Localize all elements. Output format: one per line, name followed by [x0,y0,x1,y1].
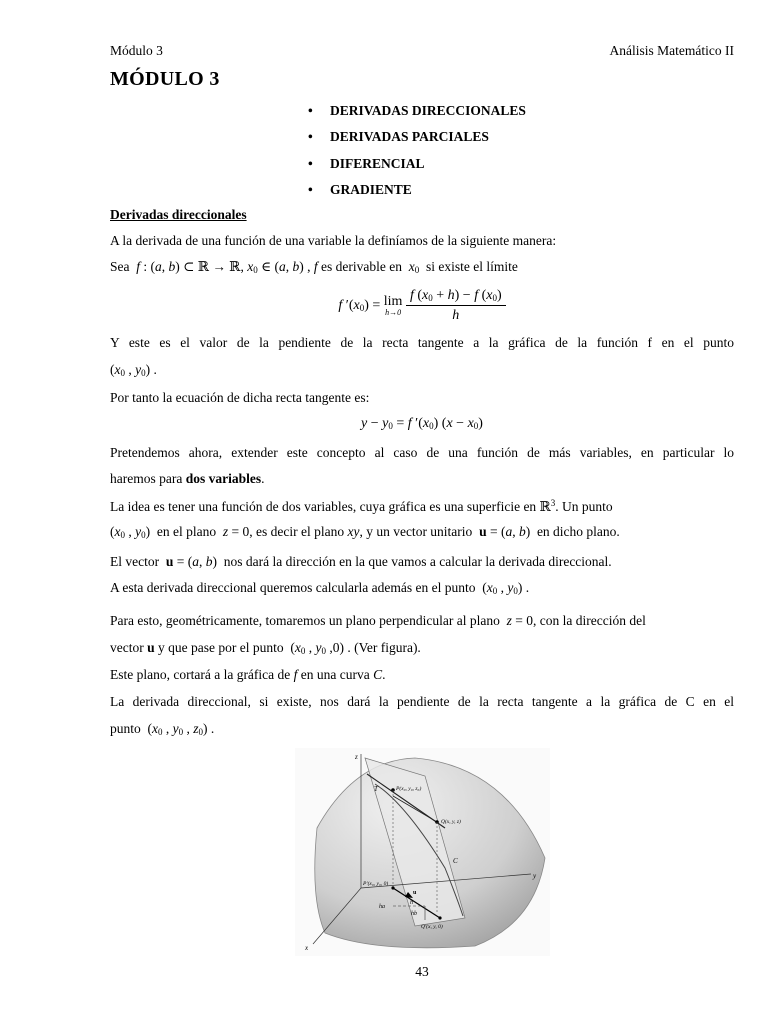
paragraph-vector: El vector u = (a, b) nos dará la dirección en la que vamos a calcular la derivada direccional. [110,554,612,569]
point-p-prime [391,886,394,889]
bullet-icon: • [308,182,313,197]
bullet-icon: • [308,103,313,118]
label-p-prime: P′(x₀, y₀, 0) [363,881,389,887]
document-page: Módulo 3 Análisis Matemático II MÓDULO 3 • DERIVADAS DIRECCIONALES • DERIVADAS PARCIALES • DIFERENCIAL • GRADIENTE Derivadas direccionales A la derivada de una función de una variable la definíamos de la siguiente manera: Sea f : (a, b) ⊂ ℝ → ℝ, $x_0$ ∈ (a, b) , f es derivable en $x_0$ si existe el límite f $'(x_0)$ = lim h→0 $\frac{f (x_0 + h) - f (x_0)}{h}$ Y este es el valor de la pendiente de la recta tangente a la gráfica de la función f en el punto ($x_0$ , $y_0$) . Por tanto la ecuación de dicha recta tangente es: $y - y_0 = f$ $'(x_0) (x - x_0)$ Pretendemos ahora, extender este concepto al caso de una función de más variables, en particular lo haremos para dos variables. La idea es tener una función de dos variables, cuya gráfica es una superficie en ℝ$^3$. Un punto ($x_0$ , $y_0$) en el plano z = 0, es decir el plano xy, y un vector unitario u = (a, b) en dicho plano. El vector u = (a, b) nos dará la dirección en la que vamos a calcular la derivada direccional. A esta derivada direccional queremos calcularla además en el punto ($x_0$ , $y_0$) . Para esto, geométricamente, tomaremos un plano perpendicular al plano z = 0, con la dirección del vector u y que pase por el punto ($x_0$ , $y_0$ ,0) . (Ver figura). Este plano, cortará a la gráfica de f en una curva C. La derivada direccional, si existe, nos dará la pendiente de la recta tangente a la gráfica de C en el punto ($x_0$ , $y_0$ , $z_0$) . z y x T P(x₀, y₀, z₀) Q(x, y, z) C P′(x₀, y₀, 0) u ha h hb Q′(x, y, 0) 43 [110,43,734,979]
paragraph-slope: Y este es el valor de la pendiente de la recta tangente a la gráfica de la función f en el punto [110,335,734,350]
label-ha: ha [379,904,385,910]
header-left: Módulo 3 [110,43,163,58]
paragraph-tangent: Por tanto la ecuación de dicha recta tangente es: [110,390,370,405]
paragraph-extend: Pretendemos ahora, extender este concepto al caso de una función de más variables, en particular lo [110,445,734,460]
directional-derivative-figure [295,748,550,956]
tangent-line-formula: $y - y_0 = f$ $'(x_0) (x - x_0)$ [361,416,483,431]
paragraph-definition: Sea f : (a, b) ⊂ ℝ → ℝ, $x_0$ ∈ (a, b) , f es derivable en $x_0$ si existe el límite [110,259,518,275]
bullet-icon: • [308,129,313,144]
header-right: Análisis Matemático II [609,43,734,58]
label-h: h [410,900,413,906]
module-title: MÓDULO 3 [110,68,220,90]
label-p: P(x₀, y₀, z₀) [396,786,422,792]
paragraph-directional-cont: punto ($x_0$ , $y_0$ , $z_0$) . [110,721,215,737]
page-number: 43 [415,964,429,979]
paragraph-idea-cont: ($x_0$ , $y_0$) en el plano z = 0, es decir el plano xy, y un vector unitario u = (a, b) en dicho plano. [110,524,620,540]
label-hb: hb [411,911,417,917]
label-y: y [533,872,537,880]
label-t: T [374,785,378,793]
section-title: Derivadas direccionales [110,207,247,222]
paragraph-curve: Este plano, cortará a la gráfica de f en una curva C. [110,667,386,682]
paragraph-extend-cont: haremos para dos variables. [110,471,265,486]
label-q: Q(x, y, z) [441,819,461,825]
label-u: u [413,890,417,896]
paragraph-directional: La derivada direccional, si existe, nos dará la pendiente de la recta tangente a la gráfica de C en el [110,694,734,709]
paragraph-point: A esta derivada direccional queremos calcularla además en el punto ($x_0$ , $y_0$) . [110,580,530,596]
paragraph-geometric-cont: vector u y que pase por el punto ($x_0$ , $y_0$ ,0) . (Ver figura). [110,640,421,656]
paragraph-idea: La idea es tener una función de dos variables, cuya gráfica es una superficie en ℝ$^3$. Un punto [110,498,613,514]
point-x0y0: ($x_0$ , $y_0$) . [110,362,157,378]
point-q-prime [438,916,441,919]
paragraph-geometric: Para esto, geométricamente, tomaremos un plano perpendicular al plano z = 0, con la dirección del [110,613,646,628]
derivative-formula: f $'(x_0)$ = lim h→0 $\frac{f (x_0 + h) - f (x_0)}{h}$ [110,288,734,324]
label-q-prime: Q′(x, y, 0) [421,924,443,930]
label-c: C [453,857,458,865]
bullet-icon: • [308,156,313,171]
label-z: z [355,753,358,761]
label-x: x [305,944,309,952]
paragraph-intro: A la derivada de una función de una variable la definíamos de la siguiente manera: [110,233,557,248]
